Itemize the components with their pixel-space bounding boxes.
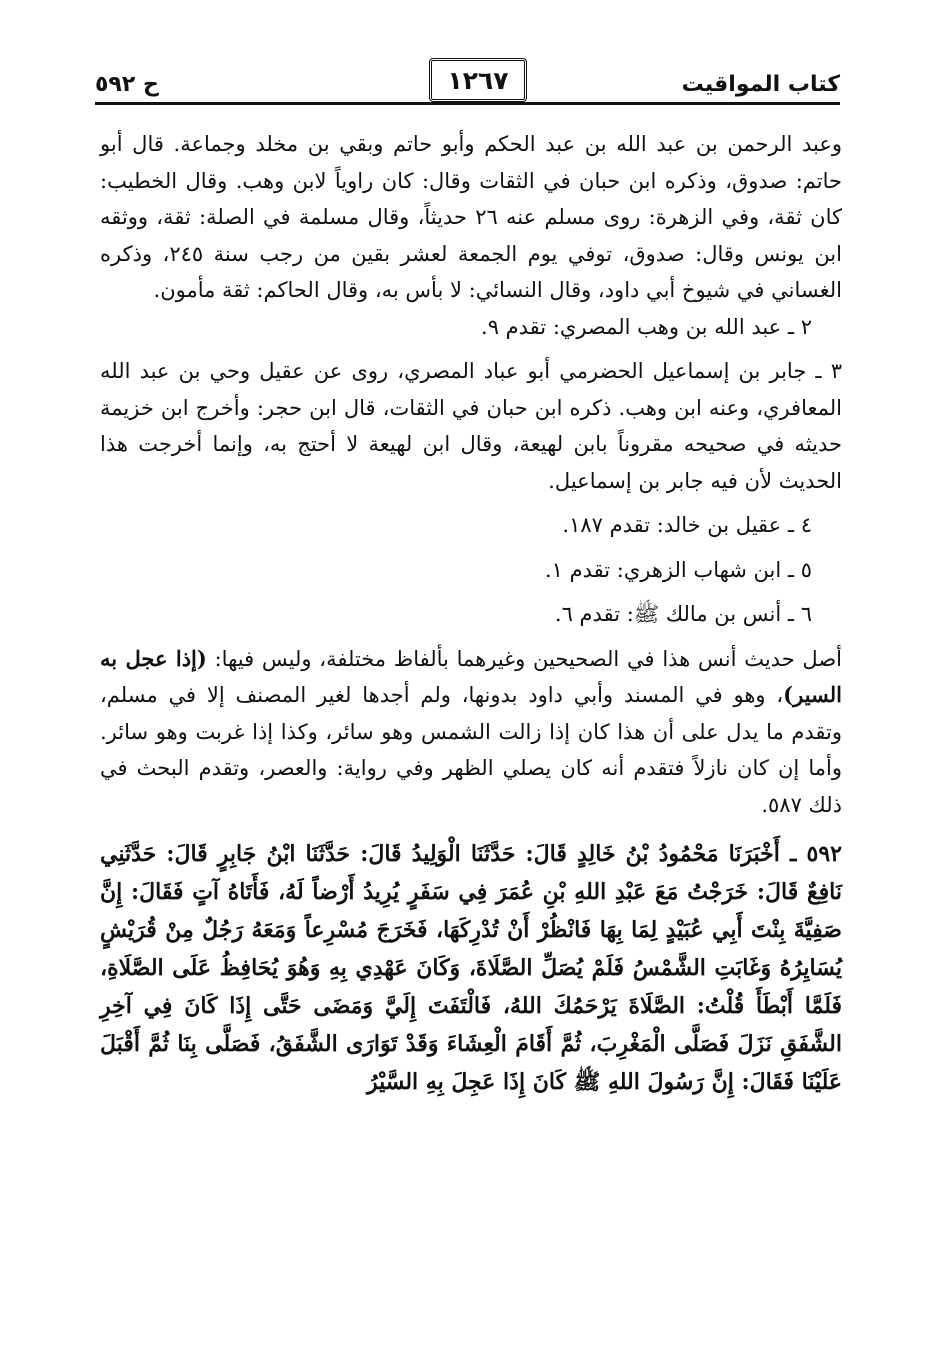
page-header [95, 58, 840, 102]
header-divider [95, 102, 840, 105]
page-number-badge [429, 58, 527, 102]
hadith-592-text: ٥٩٢ ـ أَخْبَرَنَا مَحْمُودُ بْنُ خَالِدٍ قَالَ: حَدَّثَنَا الْوَلِيدُ قَالَ: حَدَّثَنَا ابْنُ جَابِرٍ قَالَ: حَدَّثَنِي نَافِعٌ قَالَ: خَرَجْتُ مَعَ عَبْدِ اللهِ بْنِ عُمَرَ فِي سَفَرٍ يُرِيدُ أَرْضاً لَهُ، فَأَتَاهُ آتٍ فَقَالَ: إِنَّ صَفِيَّةَ بِنْتَ أَبِي عُبَيْدٍ لِمَا بِهَا فَانْظُرْ أَنْ تُدْرِكَهَا، فَخَرَجَ مُسْرِعاً وَمَعَهُ رَجُلٌ مِنْ قُرَيْشٍ يُسَايِرُهُ وَغَابَتِ الشَّمْسُ فَلَمْ يُصَلِّ الصَّلَاةَ، وَكَانَ عَهْدِي بِهِ وَهُوَ يُحَافِظُ عَلَى الصَّلَاةِ، فَلَمَّا أَبْطَأَ قُلْتُ: الصَّلَاةَ يَرْحَمُكَ اللهُ، فَالْتَفَتَ إِلَيَّ وَمَضَى حَتَّى إِذَا كَانَ فِي آخِرِ الشَّفَقِ نَزَلَ فَصَلَّى الْمَغْرِبَ، ثُمَّ أَقَامَ الْعِشَاءَ وَقَدْ تَوَارَى الشَّفَقُ، فَصَلَّى بِنَا ثُمَّ أَقْبَلَ عَلَيْنَا فَقَالَ: إِنَّ رَسُولَ اللهِ ﷺ كَانَ إِذَا عَجِلَ بِهِ السَّيْرُ [100, 841, 842, 1095]
main-text [100, 126, 842, 1101]
narrator-item-6: ٦ ـ أنس بن مالك ﷺ: تقدم ٦. [554, 602, 812, 626]
page-number: ١٢٦٧ [447, 65, 509, 95]
narrator-item-5: ٥ ـ ابن شهاب الزهري: تقدم ١. [544, 557, 812, 582]
commentary-paragraph [100, 641, 842, 824]
narrator-bio-paragraph: وعبد الرحمن بن عبد الله بن عبد الحكم وأبو حاتم وبقي بن مخلد وجماعة. قال أبو حاتم: صدوق، وذكره ابن حبان في الثقات وقال: كان راوياً لابن وهب. وقال الخطيب: كان ثقة، وفي الزهرة: روى مسلم عنه ٢٦ حديثاً، وقال مسلمة في الصلة: ثقة، ووثقه ابن يونس وقال: صدوق، توفي يوم الجمعة لعشر بقين من رجب سنة ٢٤٥، وذكره الغساني في شيوخ أبي داود، وقال النسائي: لا بأس به، وقال الحاكم: ثقة مأمون. [100, 132, 842, 302]
commentary-text-start: أصل حديث أنس هذا في الصحيحين وغيرهما بألفاظ مختلفة، وليس فيها: [206, 646, 842, 671]
hadith-reference: ح ٥٩٢ [95, 72, 159, 97]
narrator-item-4: ٤ ـ عقيل بن خالد: تقدم ١٨٧. [562, 513, 812, 537]
commentary-text-end: ، وهو في المسند وأبي داود بدونها، ولم أجدها لغير المصنف إلا في مسلم، وتقدم ما يدل على أن هذا كان إذا زالت الشمس وهو سائر، وكذا إذا غربت وهو سائر. وأما إن كان نازلاً فتقدم أنه كان يصلي الظهر وفي رواية: والعصر، وتقدم البحث في ذلك ٥٨٧. [100, 683, 842, 817]
commentary-highlight: (إذا عجل به السير) [100, 645, 842, 707]
narrator-item-2: ٢ ـ عبد الله بن وهب المصري: تقدم ٩. [481, 314, 812, 339]
book-title: كتاب المواقيت [681, 72, 840, 97]
narrator-item-3: ٣ ـ جابر بن إسماعيل الحضرمي أبو عباد المصري، روى عن عقيل وحي بن عبد الله المعافري، وعنه ابن وهب. ذكره ابن حبان في الثقات، قال ابن حجر: وأخرج ابن خزيمة حديثه في صحيحه مقروناً بابن لهيعة، وقال ابن لهيعة لا أحتج به، وإنما أخرجت هذا الحديث لأن فيه جابر بن إسماعيل. [100, 359, 842, 493]
